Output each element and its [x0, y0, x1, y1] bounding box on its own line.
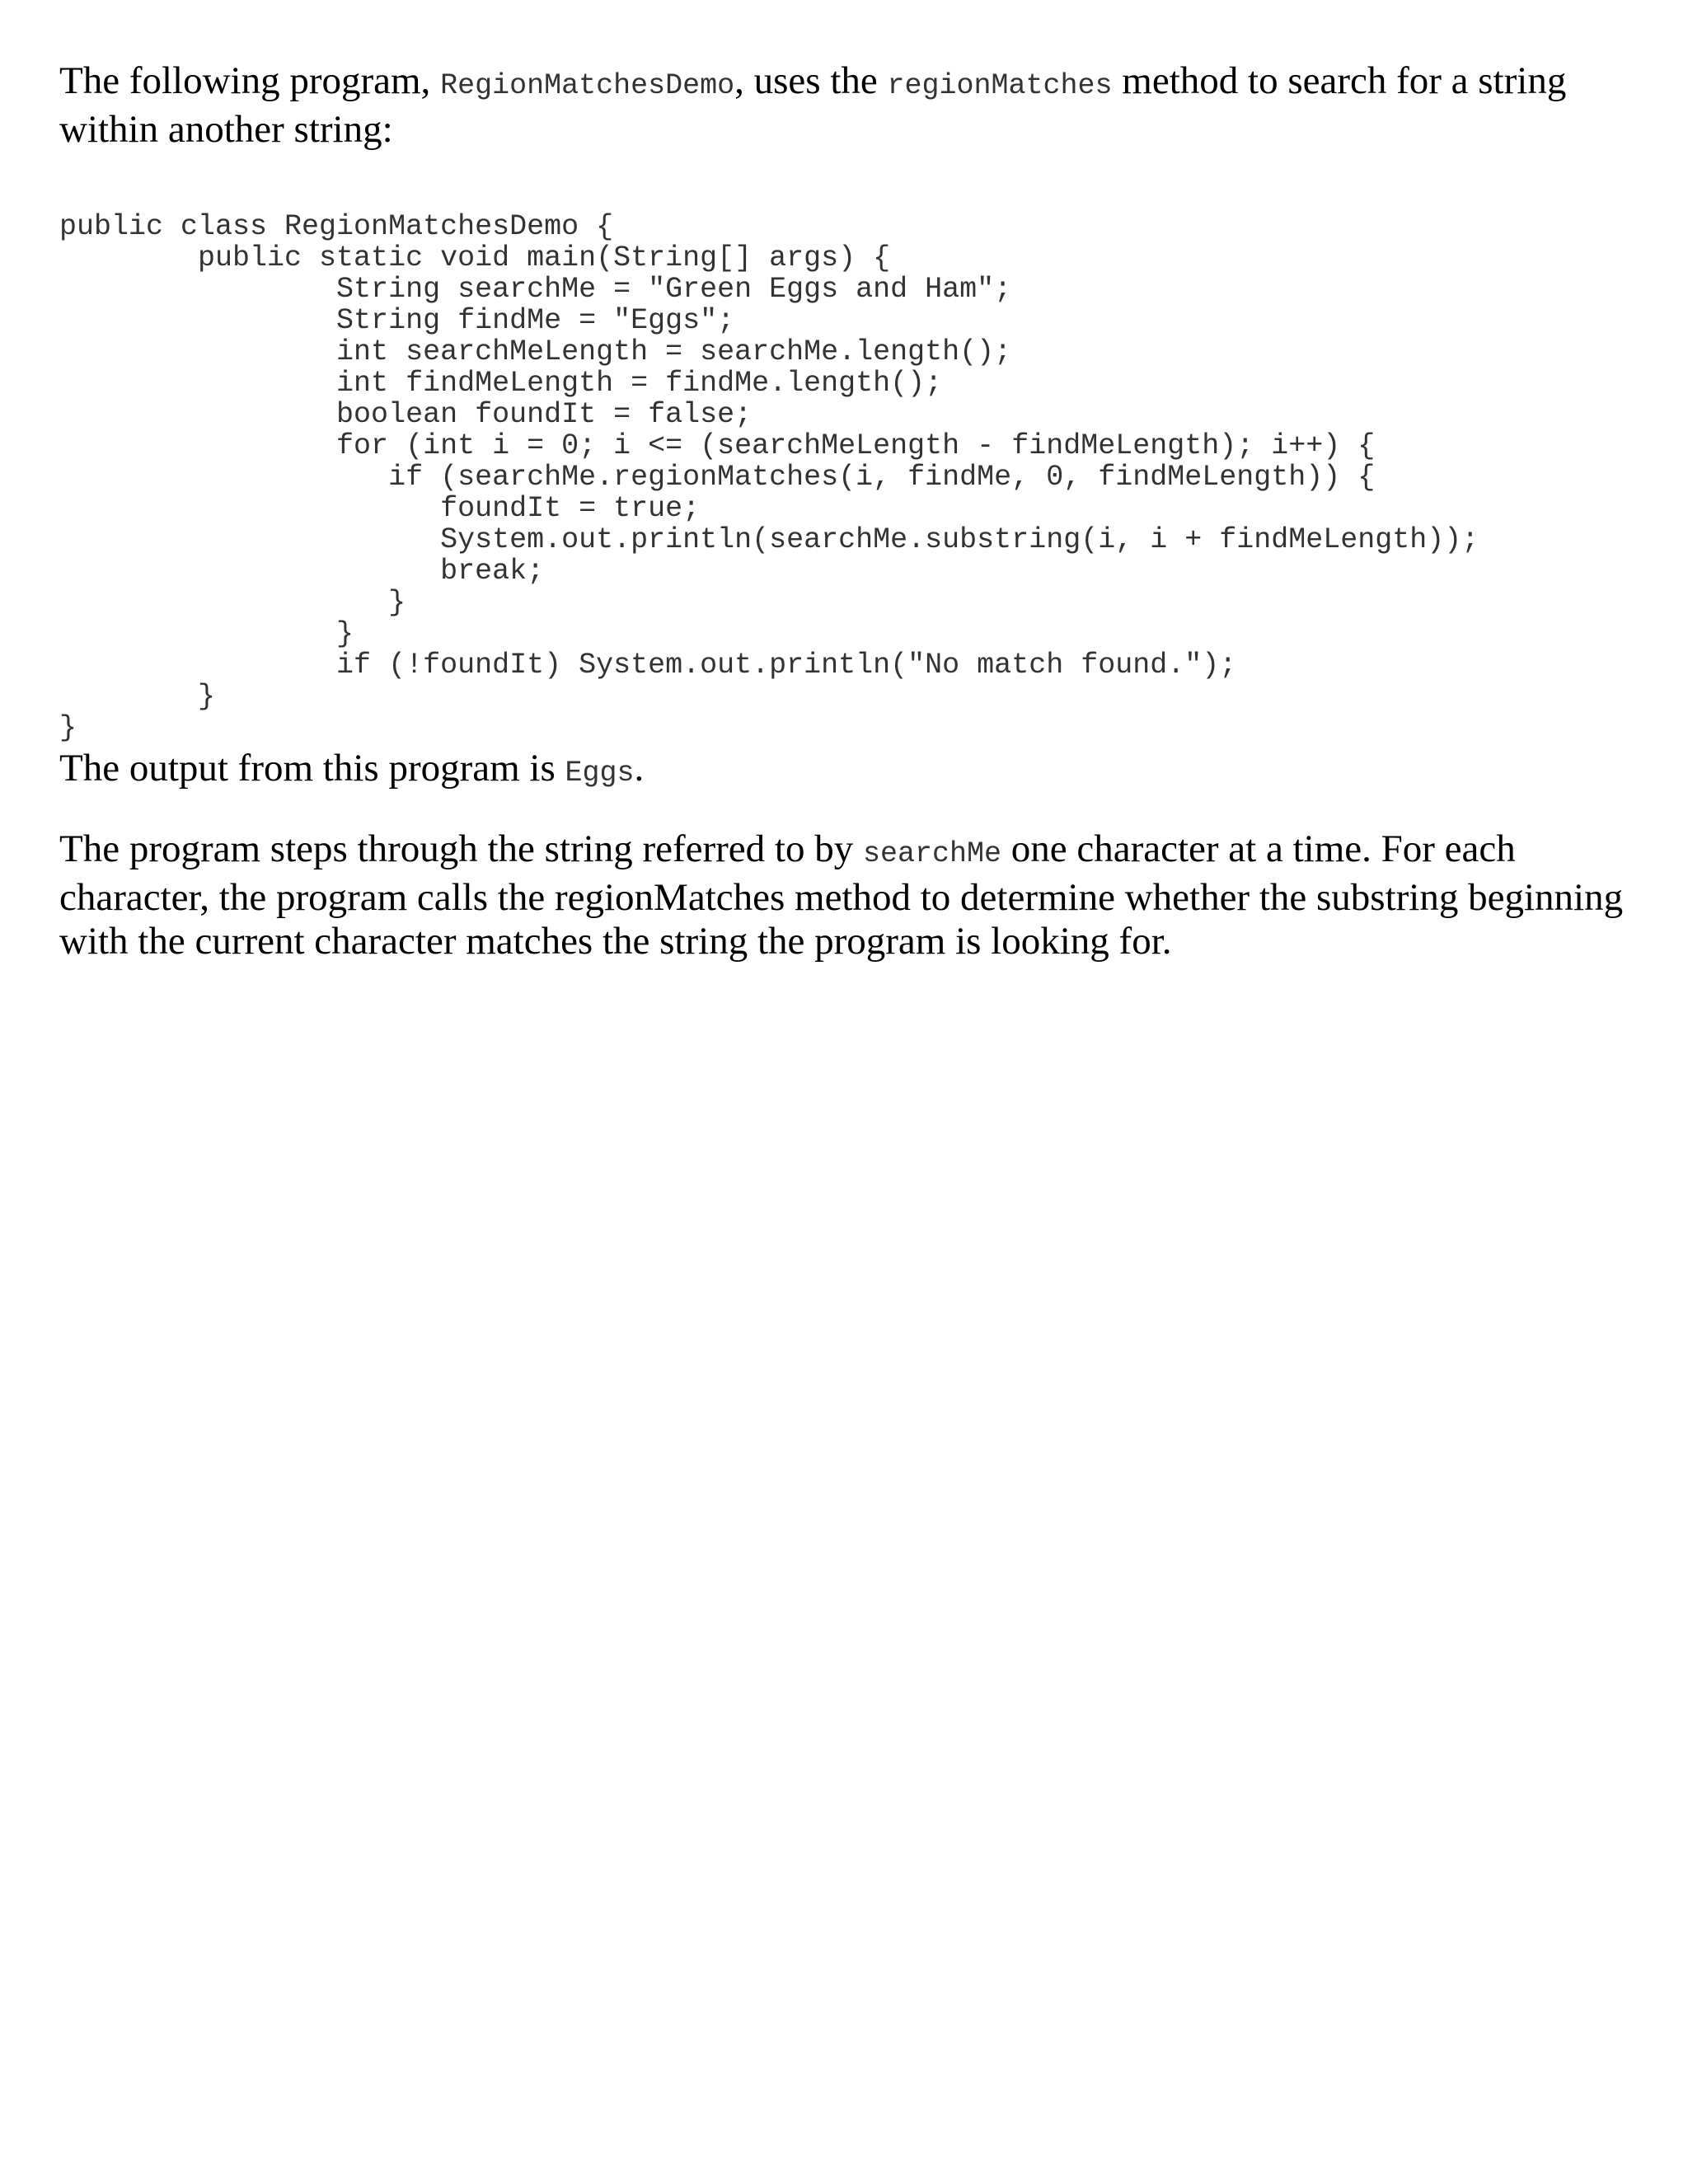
- code-line: if (searchMe.regionMatches(i, findMe, 0, findMeLength)) {: [59, 461, 1376, 494]
- code-line: }: [59, 586, 406, 619]
- code-line: }: [59, 711, 77, 744]
- explanation-paragraph: [59, 827, 1642, 963]
- inline-code-variable: searchMe: [862, 837, 1002, 870]
- code-line: int findMeLength = findMe.length();: [59, 367, 943, 400]
- output-text-1: The output from this program is: [59, 747, 565, 790]
- code-line: public class RegionMatchesDemo {: [59, 210, 614, 243]
- inline-code-class-name: RegionMatchesDemo: [440, 69, 735, 102]
- explanation-text-2: one character at a time. For each character, the program calls the regionMatches method to determine whether the substring beginning with the current character matches the string the program is looking for.: [59, 827, 1624, 963]
- intro-text-3: method to search for a string within another string:: [59, 59, 1567, 151]
- code-line: boolean foundIt = false;: [59, 398, 753, 431]
- code-listing: [59, 211, 1479, 743]
- output-paragraph: [59, 747, 1642, 795]
- explanation-text-1: The program steps through the string referred to by: [59, 827, 863, 870]
- intro-paragraph: [59, 59, 1642, 152]
- code-line: break;: [59, 555, 545, 588]
- code-line: foundIt = true;: [59, 492, 701, 525]
- code-line: String searchMe = "Green Eggs and Ham";: [59, 273, 1012, 306]
- output-text-2: .: [634, 747, 645, 790]
- intro-text-1: The following program,: [59, 59, 441, 102]
- inline-code-method-name: regionMatches: [887, 69, 1113, 102]
- code-line: if (!foundIt) System.out.println("No match found.");: [59, 649, 1237, 682]
- code-line: for (int i = 0; i <= (searchMeLength - findMeLength); i++) {: [59, 429, 1376, 462]
- code-line: public static void main(String[] args) {: [59, 241, 891, 274]
- code-line: }: [59, 617, 354, 650]
- code-line: int searchMeLength = searchMe.length();: [59, 335, 1012, 368]
- inline-code-output: Eggs: [565, 757, 635, 790]
- code-line: String findMe = "Eggs";: [59, 304, 735, 337]
- code-line: }: [59, 680, 216, 713]
- code-line: System.out.println(searchMe.substring(i, i + findMeLength));: [59, 523, 1479, 556]
- intro-text-2: , uses the: [734, 59, 888, 102]
